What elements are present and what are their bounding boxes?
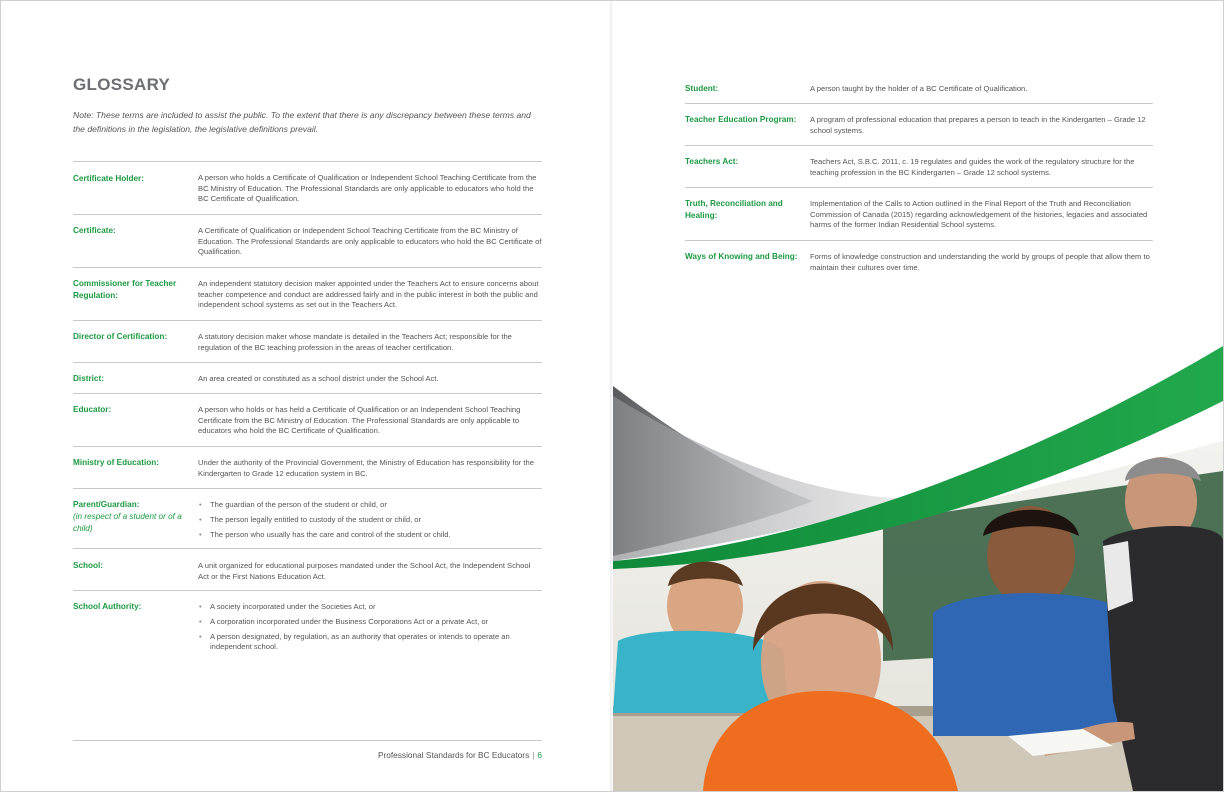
divider	[73, 393, 542, 394]
definition-certificate: A Certificate of Qualification or Independent School Teaching Certificate from the BC Ministry of Education. The Professional Standards are only applicable to educators who hold the BC Certificate of Qualification.	[198, 226, 542, 257]
definition-school: A unit organized for educational purposes mandated under the School Act, the Independent School Act or the First Nations Education Act.	[198, 561, 531, 581]
term-truth-reconciliation-healing: Truth, Reconciliation and Healing:	[685, 199, 783, 220]
left-page	[1, 1, 612, 791]
divider	[73, 161, 542, 162]
divider	[73, 488, 542, 489]
bullet-item: • A society incorporated under the Societies Act, or	[198, 602, 542, 613]
term-educator: Educator:	[73, 405, 112, 414]
divider	[73, 548, 542, 549]
footer-publication: Professional Standards for BC Educators	[377, 750, 530, 760]
divider	[73, 214, 542, 215]
footer-separator: |	[532, 750, 535, 760]
definition-teachers-act: Teachers Act, S.B.C. 2011, c. 19 regulates and guides the work of the regulatory structure for the teaching profession in the BC Kindergarten – Grade 12 school systems.	[810, 157, 1135, 177]
definition-commissioner	[198, 279, 542, 311]
classroom-photo	[613, 1, 1223, 791]
divider	[73, 320, 542, 321]
term-teachers-act: Teachers Act:	[685, 157, 739, 166]
glossary-note: Note: These terms are included to assist the public. To the extent that there is any discrepancy between these terms and the definitions in the legislation, the legislative definitions prevail.	[73, 110, 531, 134]
term-ways-of-knowing: Ways of Knowing and Being:	[685, 252, 798, 261]
term-ministry-of-education: Ministry of Education:	[73, 458, 159, 467]
term-teacher-education-program: Teacher Education Program:	[685, 115, 797, 124]
term-district: District:	[73, 374, 104, 383]
definition-teacher-education-program: A program of professional education that prepares a person to teach in the Kindergarten – Grade 12 school systems.	[810, 115, 1146, 135]
term-parent-guardian-qualifier: (in respect of a student or of a child)	[73, 512, 182, 533]
term-certificate-holder: Certificate Holder:	[73, 174, 144, 183]
footer-divider	[73, 740, 542, 741]
divider	[73, 362, 542, 363]
definition-commissioner-text: An independent statutory decision maker appointed under the Teachers Act to ensure concerns about teacher competence and conduct are addressed fairly and in the public interest in both the public and independent school systems as set out in the Teachers Act.	[198, 279, 539, 310]
definition-educator: A person who holds or has held a Certificate of Qualification or an Independent School Teaching Certificate from the BC Ministry of Education. The Professional Standards are only applicable to educators who hold the BC Certificate of Qualification.	[198, 405, 521, 436]
term-certificate: Certificate:	[73, 226, 116, 235]
page-title: GLOSSARY	[73, 75, 171, 94]
definition-ministry-of-education: Under the authority of the Provincial Government, the Ministry of Education has responsibility for the Kindergarten to Grade 12 education system in BC.	[198, 458, 534, 478]
right-page	[613, 1, 1223, 791]
bullet-item: • A corporation incorporated under the Business Corporations Act or a private Act, or	[198, 617, 542, 628]
definition-district: An area created or constituted as a school district under the School Act.	[198, 374, 439, 383]
page-footer	[301, 750, 542, 760]
bullet-item: • The person legally entitled to custody of the student or child, or	[198, 515, 542, 526]
page-number: 6	[537, 750, 542, 760]
term-school-authority: School Authority:	[73, 602, 142, 611]
bullet-item: • A person designated, by regulation, as an authority that operates or intends to operate an independent school.	[198, 632, 542, 653]
definition-truth-reconciliation-healing: Implementation of the Calls to Action outlined in the Final Report of the Truth and Reconciliation Commission of Canada (2015) regarding acknowledgement of the histories, legacies and associated harms of the former Indian Residential School systems.	[810, 199, 1148, 230]
term-commissioner: Commissioner for Teacher Regulation:	[73, 279, 177, 300]
term-parent-guardian	[73, 499, 191, 535]
divider	[73, 267, 542, 268]
definition-student: A person taught by the holder of a BC Certificate of Qualification.	[810, 84, 1028, 93]
term-school: School:	[73, 561, 104, 570]
term-student: Student:	[685, 84, 719, 93]
bullet-item: • The guardian of the person of the student or child, or	[198, 500, 542, 511]
definition-director-of-certification: A statutory decision maker whose mandate is detailed in the Teachers Act; responsible for the regulation of the BC teaching profession in the areas of teacher certification.	[198, 332, 512, 352]
bullet-item: • The person who usually has the care and control of the student or child.	[198, 530, 542, 541]
definition-ways-of-knowing: Forms of knowledge construction and understanding the world by groups of people that allow them to maintain their cultures over time.	[810, 252, 1150, 272]
divider	[73, 446, 542, 447]
divider	[73, 590, 542, 591]
term-director-of-certification: Director of Certification:	[73, 332, 168, 341]
term-parent-guardian-label: Parent/Guardian:	[73, 500, 140, 509]
definition-school-authority	[198, 602, 542, 657]
definition-parent-guardian	[198, 500, 542, 544]
definition-certificate-holder: A person who holds a Certificate of Qualification or Independent School Teaching Certificate from the BC Ministry of Education. The Professional Standards are only applicable to educators who hold the BC Certificate of Qualification.	[198, 173, 537, 204]
